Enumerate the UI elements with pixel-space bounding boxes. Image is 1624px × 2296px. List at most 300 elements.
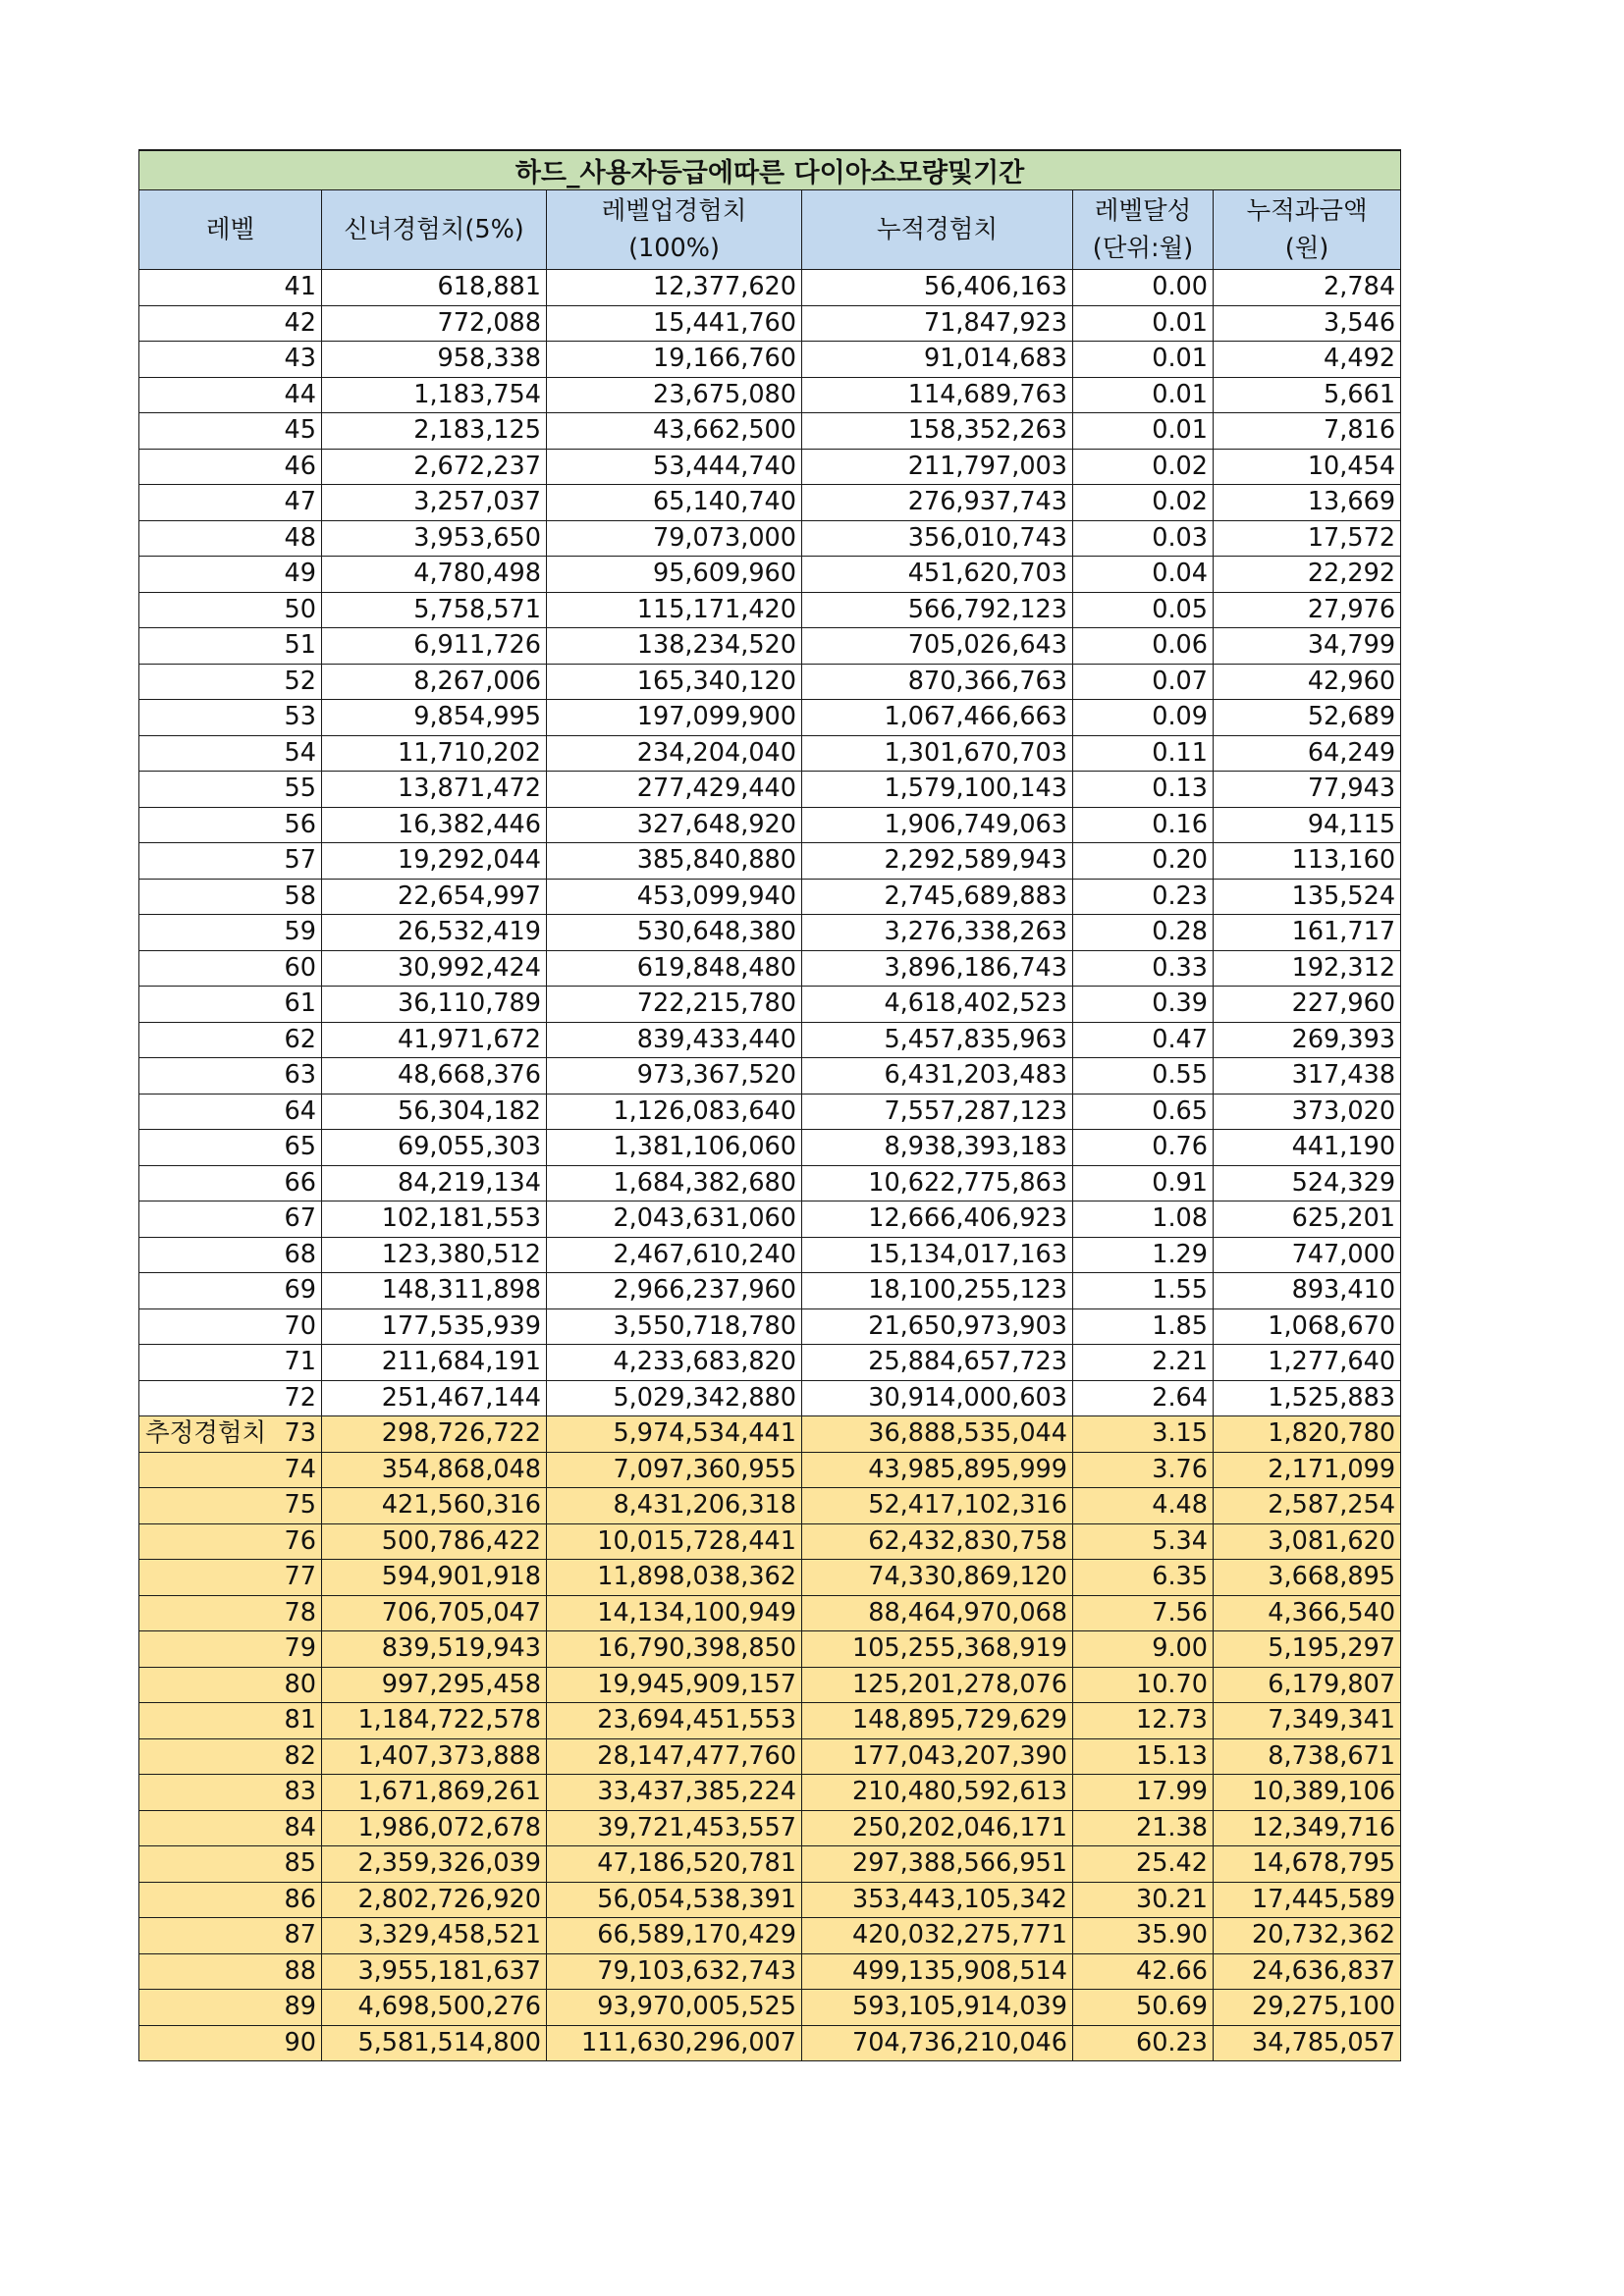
cell-exp: 123,380,512 — [322, 1237, 547, 1273]
cell-cumulative: 36,888,535,044 — [802, 1416, 1073, 1453]
table-row — [139, 270, 1401, 306]
cell-cumulative: 43,985,895,999 — [802, 1452, 1073, 1488]
cell-months: 17.99 — [1073, 1775, 1214, 1811]
cell-exp: 2,672,237 — [322, 449, 547, 485]
cell-exp: 772,088 — [322, 305, 547, 342]
cell-exp: 354,868,048 — [322, 1452, 547, 1488]
cell-levelup: 385,840,880 — [547, 843, 802, 880]
cell-cost: 4,492 — [1214, 342, 1401, 378]
cell-months: 0.39 — [1073, 987, 1214, 1023]
table-row — [139, 1810, 1401, 1846]
cell-cumulative: 210,480,592,613 — [802, 1775, 1073, 1811]
cell-cumulative: 420,032,275,771 — [802, 1918, 1073, 1954]
cell-cumulative: 2,292,589,943 — [802, 843, 1073, 880]
cell-level: 44 — [139, 377, 322, 413]
cell-cumulative: 18,100,255,123 — [802, 1273, 1073, 1309]
cell-level: 77 — [139, 1560, 322, 1596]
cell-levelup: 79,103,632,743 — [547, 1953, 802, 1990]
cell-cost: 3,546 — [1214, 305, 1401, 342]
cell-levelup: 79,073,000 — [547, 520, 802, 557]
cell-cost: 227,960 — [1214, 987, 1401, 1023]
cell-levelup: 2,043,631,060 — [547, 1201, 802, 1238]
cell-level: 추정경험치 73 — [139, 1416, 322, 1453]
table-row — [139, 843, 1401, 880]
cell-exp: 13,871,472 — [322, 772, 547, 808]
cell-months: 0.20 — [1073, 843, 1214, 880]
cell-cost: 2,587,254 — [1214, 1488, 1401, 1524]
table-row — [139, 1488, 1401, 1524]
cell-exp: 4,698,500,276 — [322, 1990, 547, 2026]
cell-levelup: 1,126,083,640 — [547, 1094, 802, 1130]
table-title: 하드_사용자등급에따른 다이아소모량및기간 — [139, 150, 1401, 190]
table-row — [139, 485, 1401, 521]
cell-level: 66 — [139, 1165, 322, 1201]
table-row — [139, 1990, 1401, 2026]
cell-cost: 34,799 — [1214, 628, 1401, 665]
table-row — [139, 1022, 1401, 1058]
cell-cost: 3,668,895 — [1214, 1560, 1401, 1596]
cell-levelup: 619,848,480 — [547, 950, 802, 987]
cell-months: 4.48 — [1073, 1488, 1214, 1524]
cell-exp: 16,382,446 — [322, 807, 547, 843]
cell-cost: 373,020 — [1214, 1094, 1401, 1130]
cell-cumulative: 10,622,775,863 — [802, 1165, 1073, 1201]
cell-level: 42 — [139, 305, 322, 342]
cell-cumulative: 105,255,368,919 — [802, 1631, 1073, 1668]
cell-levelup: 5,974,534,441 — [547, 1416, 802, 1453]
cell-exp: 3,257,037 — [322, 485, 547, 521]
cell-level: 75 — [139, 1488, 322, 1524]
header-cost: 누적과금액 (원) — [1214, 190, 1401, 270]
cell-cumulative: 211,797,003 — [802, 449, 1073, 485]
cell-cost: 317,438 — [1214, 1058, 1401, 1095]
table-row — [139, 1201, 1401, 1238]
cell-levelup: 8,431,206,318 — [547, 1488, 802, 1524]
table-row — [139, 1738, 1401, 1775]
cell-level: 84 — [139, 1810, 322, 1846]
cell-cumulative: 148,895,729,629 — [802, 1703, 1073, 1739]
cell-levelup: 39,721,453,557 — [547, 1810, 802, 1846]
cell-level: 52 — [139, 664, 322, 700]
cell-exp: 500,786,422 — [322, 1523, 547, 1560]
table-row — [139, 520, 1401, 557]
table-row — [139, 1345, 1401, 1381]
cell-months: 0.01 — [1073, 342, 1214, 378]
title-row — [139, 150, 1401, 190]
table-row — [139, 1380, 1401, 1416]
cell-levelup: 4,233,683,820 — [547, 1345, 802, 1381]
cell-level: 41 — [139, 270, 322, 306]
cell-cumulative: 25,884,657,723 — [802, 1345, 1073, 1381]
cell-levelup: 43,662,500 — [547, 413, 802, 450]
cell-cost: 6,179,807 — [1214, 1667, 1401, 1703]
cell-cost: 4,366,540 — [1214, 1595, 1401, 1631]
cell-exp: 69,055,303 — [322, 1130, 547, 1166]
cell-exp: 36,110,789 — [322, 987, 547, 1023]
cell-level: 45 — [139, 413, 322, 450]
cell-cumulative: 4,618,402,523 — [802, 987, 1073, 1023]
cell-levelup: 7,097,360,955 — [547, 1452, 802, 1488]
cell-exp: 148,311,898 — [322, 1273, 547, 1309]
cell-levelup: 2,467,610,240 — [547, 1237, 802, 1273]
cell-months: 3.76 — [1073, 1452, 1214, 1488]
cell-exp: 41,971,672 — [322, 1022, 547, 1058]
cell-months: 0.33 — [1073, 950, 1214, 987]
cell-exp: 251,467,144 — [322, 1380, 547, 1416]
cell-levelup: 66,589,170,429 — [547, 1918, 802, 1954]
cell-level: 74 — [139, 1452, 322, 1488]
cell-months: 0.55 — [1073, 1058, 1214, 1095]
cell-exp: 2,802,726,920 — [322, 1882, 547, 1918]
cell-months: 0.23 — [1073, 879, 1214, 915]
cell-cost: 7,349,341 — [1214, 1703, 1401, 1739]
table-row — [139, 1452, 1401, 1488]
cell-level: 53 — [139, 700, 322, 736]
cell-cost: 2,171,099 — [1214, 1452, 1401, 1488]
cell-cumulative: 158,352,263 — [802, 413, 1073, 450]
cell-cumulative: 21,650,973,903 — [802, 1308, 1073, 1345]
table-row — [139, 1667, 1401, 1703]
cell-cost: 5,661 — [1214, 377, 1401, 413]
cell-cumulative: 125,201,278,076 — [802, 1667, 1073, 1703]
table-row — [139, 1846, 1401, 1883]
cell-levelup: 138,234,520 — [547, 628, 802, 665]
cell-exp: 30,992,424 — [322, 950, 547, 987]
cell-cost: 747,000 — [1214, 1237, 1401, 1273]
cell-cost: 77,943 — [1214, 772, 1401, 808]
cell-exp: 19,292,044 — [322, 843, 547, 880]
cell-exp: 5,581,514,800 — [322, 2025, 547, 2061]
cell-cumulative: 62,432,830,758 — [802, 1523, 1073, 1560]
cell-cumulative: 6,431,203,483 — [802, 1058, 1073, 1095]
cell-cumulative: 3,276,338,263 — [802, 915, 1073, 951]
cell-months: 0.47 — [1073, 1022, 1214, 1058]
cell-exp: 22,654,997 — [322, 879, 547, 915]
table-row — [139, 592, 1401, 628]
cell-levelup: 47,186,520,781 — [547, 1846, 802, 1883]
cell-levelup: 33,437,385,224 — [547, 1775, 802, 1811]
cell-cumulative: 870,366,763 — [802, 664, 1073, 700]
table-row — [139, 915, 1401, 951]
cell-cumulative: 2,745,689,883 — [802, 879, 1073, 915]
cell-months: 60.23 — [1073, 2025, 1214, 2061]
cell-exp: 4,780,498 — [322, 557, 547, 593]
cell-months: 1.29 — [1073, 1237, 1214, 1273]
cell-exp: 997,295,458 — [322, 1667, 547, 1703]
cell-cost: 441,190 — [1214, 1130, 1401, 1166]
cell-months: 1.85 — [1073, 1308, 1214, 1345]
cell-exp: 3,329,458,521 — [322, 1918, 547, 1954]
cell-level: 65 — [139, 1130, 322, 1166]
cell-levelup: 95,609,960 — [547, 557, 802, 593]
cell-level: 85 — [139, 1846, 322, 1883]
cell-months: 5.34 — [1073, 1523, 1214, 1560]
cell-exp: 1,184,722,578 — [322, 1703, 547, 1739]
header-levelup-exp: 레벨업경험치 (100%) — [547, 190, 802, 270]
cell-level: 61 — [139, 987, 322, 1023]
cell-cumulative: 3,896,186,743 — [802, 950, 1073, 987]
cell-cost: 269,393 — [1214, 1022, 1401, 1058]
cell-months: 42.66 — [1073, 1953, 1214, 1990]
cell-exp: 706,705,047 — [322, 1595, 547, 1631]
cell-levelup: 234,204,040 — [547, 735, 802, 772]
cell-cost: 113,160 — [1214, 843, 1401, 880]
cell-months: 1.55 — [1073, 1273, 1214, 1309]
table-row — [139, 1308, 1401, 1345]
cell-exp: 3,953,650 — [322, 520, 547, 557]
cell-level: 78 — [139, 1595, 322, 1631]
cell-cost: 10,454 — [1214, 449, 1401, 485]
table-row — [139, 987, 1401, 1023]
cell-cost: 3,081,620 — [1214, 1523, 1401, 1560]
cell-cumulative: 71,847,923 — [802, 305, 1073, 342]
table-row — [139, 1882, 1401, 1918]
cell-exp: 48,668,376 — [322, 1058, 547, 1095]
cell-levelup: 453,099,940 — [547, 879, 802, 915]
cell-level: 60 — [139, 950, 322, 987]
cell-level: 46 — [139, 449, 322, 485]
cell-months: 0.03 — [1073, 520, 1214, 557]
cell-cost: 42,960 — [1214, 664, 1401, 700]
cell-levelup: 115,171,420 — [547, 592, 802, 628]
cell-months: 0.09 — [1073, 700, 1214, 736]
cell-months: 0.16 — [1073, 807, 1214, 843]
cell-cumulative: 88,464,970,068 — [802, 1595, 1073, 1631]
cell-level: 54 — [139, 735, 322, 772]
cell-exp: 26,532,419 — [322, 915, 547, 951]
cell-levelup: 722,215,780 — [547, 987, 802, 1023]
cell-levelup: 327,648,920 — [547, 807, 802, 843]
cell-months: 6.35 — [1073, 1560, 1214, 1596]
cell-cumulative: 56,406,163 — [802, 270, 1073, 306]
cell-cost: 12,349,716 — [1214, 1810, 1401, 1846]
table-row — [139, 377, 1401, 413]
cell-exp: 421,560,316 — [322, 1488, 547, 1524]
cell-months: 0.28 — [1073, 915, 1214, 951]
cell-level: 68 — [139, 1237, 322, 1273]
cell-cumulative: 451,620,703 — [802, 557, 1073, 593]
cell-levelup: 277,429,440 — [547, 772, 802, 808]
cell-level: 62 — [139, 1022, 322, 1058]
cell-exp: 6,911,726 — [322, 628, 547, 665]
cell-months: 0.02 — [1073, 449, 1214, 485]
table-row — [139, 1273, 1401, 1309]
table-row — [139, 1237, 1401, 1273]
cell-cost: 14,678,795 — [1214, 1846, 1401, 1883]
cell-exp: 11,710,202 — [322, 735, 547, 772]
cell-levelup: 15,441,760 — [547, 305, 802, 342]
cell-exp: 1,986,072,678 — [322, 1810, 547, 1846]
cell-months: 0.00 — [1073, 270, 1214, 306]
cell-exp: 1,407,373,888 — [322, 1738, 547, 1775]
table-row — [139, 628, 1401, 665]
cell-cost: 7,816 — [1214, 413, 1401, 450]
cell-months: 0.06 — [1073, 628, 1214, 665]
cell-cost: 524,329 — [1214, 1165, 1401, 1201]
cell-levelup: 12,377,620 — [547, 270, 802, 306]
cell-levelup: 1,684,382,680 — [547, 1165, 802, 1201]
cell-cumulative: 1,067,466,663 — [802, 700, 1073, 736]
cell-months: 50.69 — [1073, 1990, 1214, 2026]
table-row — [139, 413, 1401, 450]
cell-levelup: 5,029,342,880 — [547, 1380, 802, 1416]
cell-level: 76 — [139, 1523, 322, 1560]
cell-cumulative: 15,134,017,163 — [802, 1237, 1073, 1273]
table-row — [139, 1703, 1401, 1739]
table-row — [139, 950, 1401, 987]
cell-cumulative: 177,043,207,390 — [802, 1738, 1073, 1775]
cell-months: 0.91 — [1073, 1165, 1214, 1201]
cell-months: 3.15 — [1073, 1416, 1214, 1453]
cell-months: 21.38 — [1073, 1810, 1214, 1846]
header-exp: 신녀경험치(5%) — [322, 190, 547, 270]
cell-level: 49 — [139, 557, 322, 593]
table-row — [139, 1560, 1401, 1596]
cell-cost: 20,732,362 — [1214, 1918, 1401, 1954]
cell-levelup: 23,675,080 — [547, 377, 802, 413]
cell-levelup: 2,966,237,960 — [547, 1273, 802, 1309]
cell-cost: 8,738,671 — [1214, 1738, 1401, 1775]
cell-levelup: 11,898,038,362 — [547, 1560, 802, 1596]
cell-level: 58 — [139, 879, 322, 915]
cell-months: 2.64 — [1073, 1380, 1214, 1416]
table-row — [139, 557, 1401, 593]
table-row — [139, 342, 1401, 378]
cell-cost: 52,689 — [1214, 700, 1401, 736]
cell-levelup: 16,790,398,850 — [547, 1631, 802, 1668]
cell-months: 0.01 — [1073, 377, 1214, 413]
cell-cost: 5,195,297 — [1214, 1631, 1401, 1668]
cell-exp: 102,181,553 — [322, 1201, 547, 1238]
cell-months: 0.01 — [1073, 413, 1214, 450]
table-row — [139, 772, 1401, 808]
cell-cumulative: 566,792,123 — [802, 592, 1073, 628]
cell-cost: 2,784 — [1214, 270, 1401, 306]
table-row — [139, 2025, 1401, 2061]
cell-cost: 1,820,780 — [1214, 1416, 1401, 1453]
cell-cumulative: 297,388,566,951 — [802, 1846, 1073, 1883]
cell-level: 81 — [139, 1703, 322, 1739]
cell-cost: 161,717 — [1214, 915, 1401, 951]
cell-cumulative: 114,689,763 — [802, 377, 1073, 413]
cell-cumulative: 1,579,100,143 — [802, 772, 1073, 808]
cell-level: 70 — [139, 1308, 322, 1345]
cell-cumulative: 1,906,749,063 — [802, 807, 1073, 843]
cell-cost: 29,275,100 — [1214, 1990, 1401, 2026]
cell-cost: 1,525,883 — [1214, 1380, 1401, 1416]
cell-exp: 211,684,191 — [322, 1345, 547, 1381]
table-row — [139, 700, 1401, 736]
cell-levelup: 19,945,909,157 — [547, 1667, 802, 1703]
cell-level: 50 — [139, 592, 322, 628]
cell-levelup: 1,381,106,060 — [547, 1130, 802, 1166]
cell-level: 72 — [139, 1380, 322, 1416]
table-row — [139, 1165, 1401, 1201]
cell-exp: 298,726,722 — [322, 1416, 547, 1453]
cell-levelup: 973,367,520 — [547, 1058, 802, 1095]
cell-cumulative: 705,026,643 — [802, 628, 1073, 665]
header-months: 레벨달성 (단위:월) — [1073, 190, 1214, 270]
cell-levelup: 93,970,005,525 — [547, 1990, 802, 2026]
cell-level: 51 — [139, 628, 322, 665]
cell-levelup: 111,630,296,007 — [547, 2025, 802, 2061]
cell-level: 56 — [139, 807, 322, 843]
cell-exp: 2,359,326,039 — [322, 1846, 547, 1883]
cell-levelup: 10,015,728,441 — [547, 1523, 802, 1560]
cell-level: 79 — [139, 1631, 322, 1668]
table-row — [139, 879, 1401, 915]
cell-months: 0.13 — [1073, 772, 1214, 808]
cell-exp: 9,854,995 — [322, 700, 547, 736]
cell-exp: 8,267,006 — [322, 664, 547, 700]
cell-cost: 625,201 — [1214, 1201, 1401, 1238]
cell-level: 67 — [139, 1201, 322, 1238]
cell-level: 57 — [139, 843, 322, 880]
cell-level: 82 — [139, 1738, 322, 1775]
cell-exp: 56,304,182 — [322, 1094, 547, 1130]
cell-levelup: 28,147,477,760 — [547, 1738, 802, 1775]
cell-levelup: 197,099,900 — [547, 700, 802, 736]
cell-cumulative: 276,937,743 — [802, 485, 1073, 521]
cell-cumulative: 704,736,210,046 — [802, 2025, 1073, 2061]
cell-exp: 177,535,939 — [322, 1308, 547, 1345]
cell-cost: 17,572 — [1214, 520, 1401, 557]
cell-months: 0.11 — [1073, 735, 1214, 772]
cell-cumulative: 593,105,914,039 — [802, 1990, 1073, 2026]
cell-cumulative: 52,417,102,316 — [802, 1488, 1073, 1524]
cell-exp: 2,183,125 — [322, 413, 547, 450]
cell-months: 0.65 — [1073, 1094, 1214, 1130]
cell-level: 90 — [139, 2025, 322, 2061]
table-row — [139, 807, 1401, 843]
cell-exp: 594,901,918 — [322, 1560, 547, 1596]
table-row — [139, 1775, 1401, 1811]
table-row — [139, 1130, 1401, 1166]
cell-cost: 24,636,837 — [1214, 1953, 1401, 1990]
cell-months: 10.70 — [1073, 1667, 1214, 1703]
header-level: 레벨 — [139, 190, 322, 270]
cell-level: 86 — [139, 1882, 322, 1918]
cell-level: 48 — [139, 520, 322, 557]
cell-months: 12.73 — [1073, 1703, 1214, 1739]
cell-months: 0.05 — [1073, 592, 1214, 628]
cell-exp: 1,671,869,261 — [322, 1775, 547, 1811]
cell-cumulative: 353,443,105,342 — [802, 1882, 1073, 1918]
cell-cost: 27,976 — [1214, 592, 1401, 628]
estimate-label: 추정경험치 — [145, 1418, 267, 1448]
cell-level: 59 — [139, 915, 322, 951]
cell-levelup: 23,694,451,553 — [547, 1703, 802, 1739]
cell-months: 0.07 — [1073, 664, 1214, 700]
cell-levelup: 65,140,740 — [547, 485, 802, 521]
cell-months: 1.08 — [1073, 1201, 1214, 1238]
cell-cost: 13,669 — [1214, 485, 1401, 521]
cell-exp: 958,338 — [322, 342, 547, 378]
table-row — [139, 664, 1401, 700]
cell-exp: 5,758,571 — [322, 592, 547, 628]
table-row — [139, 1595, 1401, 1631]
table-row — [139, 1523, 1401, 1560]
cell-months: 9.00 — [1073, 1631, 1214, 1668]
cell-exp: 1,183,754 — [322, 377, 547, 413]
table-row — [139, 1631, 1401, 1668]
table-row — [139, 1416, 1401, 1453]
cell-exp: 3,955,181,637 — [322, 1953, 547, 1990]
cell-levelup: 19,166,760 — [547, 342, 802, 378]
cell-months: 0.02 — [1073, 485, 1214, 521]
cell-levelup: 53,444,740 — [547, 449, 802, 485]
table-row — [139, 735, 1401, 772]
